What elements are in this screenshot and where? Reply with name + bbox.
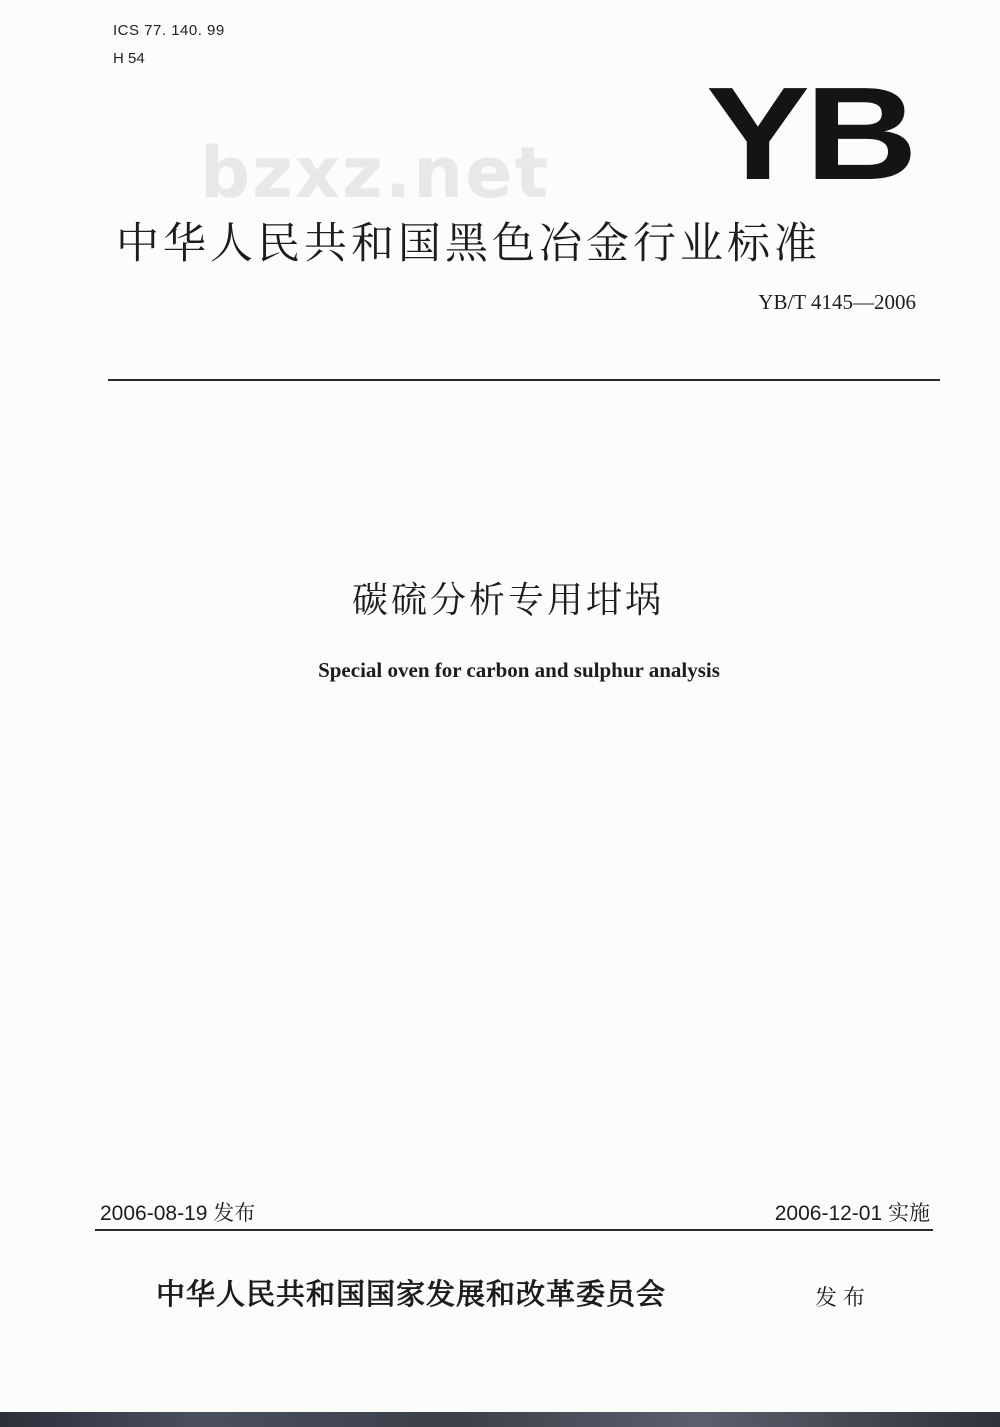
issuer-name: 中华人民共和国国家发展和改革委员会 bbox=[156, 1277, 667, 1311]
header-divider bbox=[108, 379, 940, 381]
issue-date: 2006-08-19 发布 bbox=[100, 1202, 256, 1225]
watermark: bzxz.net bbox=[200, 132, 551, 214]
ccs-code: H 54 bbox=[113, 50, 145, 67]
yb-logo: YB bbox=[706, 60, 913, 207]
standard-number: YB/T 4145—2006 bbox=[758, 290, 916, 314]
ics-code: ICS 77. 140. 99 bbox=[113, 22, 225, 39]
footer-divider bbox=[95, 1229, 933, 1231]
document-title-cn: 碳硫分析专用坩埚 bbox=[351, 580, 664, 621]
bottom-strip bbox=[0, 1412, 1000, 1427]
category-title: 中华人民共和国黑色冶金行业标准 bbox=[116, 219, 821, 269]
implementation-date: 2006-12-01 实施 bbox=[774, 1202, 930, 1225]
issuer-suffix: 发布 bbox=[815, 1286, 872, 1311]
document-title-en: Special oven for carbon and sulphur analysis bbox=[318, 658, 720, 682]
